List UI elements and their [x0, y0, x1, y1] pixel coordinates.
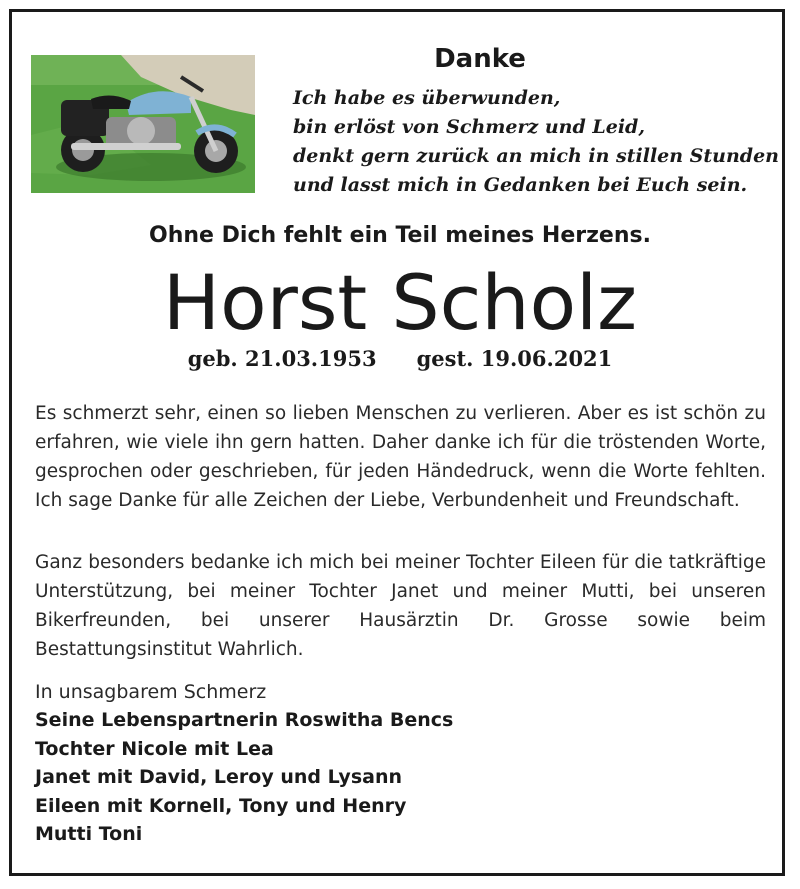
- signature: Mutti Toni: [35, 823, 143, 845]
- signature-list: [35, 706, 766, 849]
- signature: Janet mit David, Leroy und Lysann: [35, 766, 403, 788]
- signature: Tochter Nicole mit Lea: [35, 737, 274, 760]
- thanks-paragraph: Es schmerzt sehr, einen so lieben Menschen zu verlieren. Aber es ist schön zu erfahren, wie viele ihn gern hatten. Daher danke ich für die tröstenden Worte, gesprochen oder geschrieben, für jeden Händedruck, wenn die Worte fehlten. Ich sage Danke für alle Zeichen der Liebe, Verbundenheit und Freundschaft.: [35, 403, 766, 511]
- birth-date: geb. 21.03.1953: [187, 346, 377, 371]
- signature: Seine Lebenspartnerin Roswitha Bencs: [35, 709, 454, 731]
- motorcycle-photo: [31, 55, 255, 193]
- deceased-name: Horst Scholz: [162, 258, 638, 347]
- thanks-heading: Danke: [434, 44, 526, 74]
- signature: Eileen mit Kornell, Tony und Henry: [35, 794, 407, 817]
- poem-line: und lasst mich in Gedanken bei Euch sein.: [293, 174, 748, 196]
- motto: Ohne Dich fehlt ein Teil meines Herzens.: [149, 223, 651, 248]
- poem-line: denkt gern zurück an mich in stillen Stunden: [293, 145, 779, 167]
- poem-line: bin erlöst von Schmerz und Leid,: [293, 116, 645, 138]
- thanks-paragraph: Ganz besonders bedanke ich mich bei meiner Tochter Eileen für die tatkräftige Unterstützung, bei meiner Tochter Janet und meiner Mutti, bei unseren Bikerfreunden, bei unserer Hausärztin Dr. Grosse sowie beim Bestattungsinstitut Wahrlich.: [35, 552, 766, 660]
- life-dates: [20, 344, 780, 374]
- poem-line: Ich habe es überwunden,: [293, 87, 561, 109]
- closing-line: In unsagbarem Schmerz: [35, 681, 267, 703]
- death-date: gest. 19.06.2021: [416, 346, 613, 371]
- poem: [293, 84, 779, 200]
